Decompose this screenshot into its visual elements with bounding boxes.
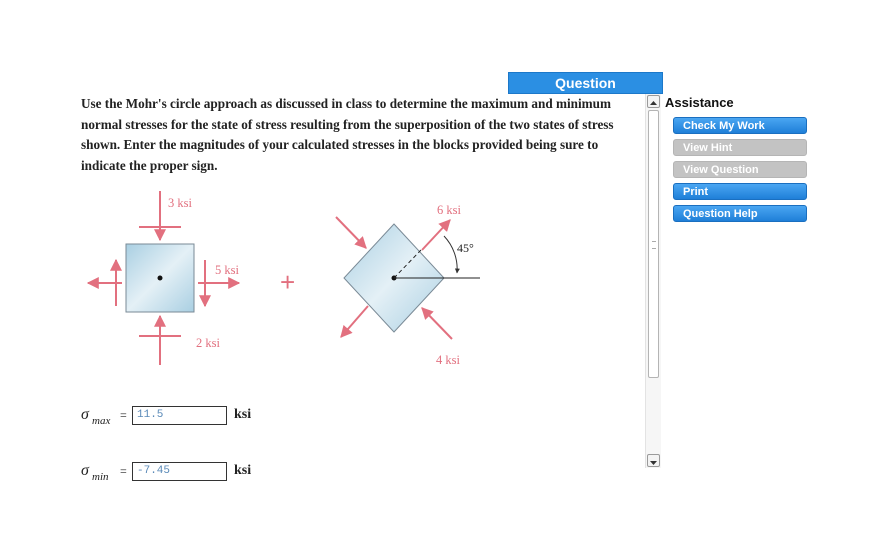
stress-diagram — [66, 190, 646, 380]
question-tab[interactable]: Question — [508, 72, 663, 94]
sigma-max-input[interactable]: 11.5 — [132, 406, 227, 425]
view-hint-button[interactable]: View Hint — [673, 139, 807, 156]
left-top-label: 3 ksi — [168, 196, 192, 210]
right-bottom-label: 4 ksi — [436, 353, 460, 367]
scroll-up-button[interactable] — [647, 95, 660, 108]
scroll-down-button[interactable] — [647, 454, 660, 467]
right-lower-right-arrow — [422, 308, 452, 339]
sigma-subscript: min — [92, 471, 109, 483]
left-bottom-label: 2 ksi — [196, 336, 220, 350]
right-top-label: 6 ksi — [437, 203, 461, 217]
question-help-button[interactable]: Question Help — [673, 205, 807, 222]
assistance-title: Assistance — [665, 95, 734, 110]
sigma-symbol: σ — [81, 462, 89, 479]
sigma-subscript: max — [92, 415, 111, 427]
arrow-up-icon — [648, 98, 659, 109]
right-upper-arrow — [422, 220, 450, 250]
sigma-symbol: σ — [81, 406, 89, 423]
view-question-button[interactable]: View Question — [673, 161, 807, 178]
question-prompt: Use the Mohr's circle approach as discussed in class to determine the maximum and minimum normal stresses for the state of stress resulting from the superposition of the two states of stress shown. Enter the magnitudes of your calculated stresses in the blocks provided being sure to indicate the proper sign. — [81, 96, 614, 173]
grip-icon — [652, 241, 656, 249]
right-stress-element — [336, 203, 480, 367]
left-stress-element — [88, 191, 239, 365]
superposition-plus-sign: + — [280, 267, 296, 297]
print-button[interactable]: Print — [673, 183, 807, 200]
angle-label: 45° — [457, 241, 474, 255]
question-content — [66, 94, 646, 483]
content-scrollbar[interactable] — [645, 94, 661, 468]
angle-arc — [444, 236, 457, 273]
arrow-down-icon — [648, 457, 659, 468]
right-upper-left-arrow — [336, 217, 366, 248]
sigma-min-unit: ksi — [234, 463, 252, 478]
sigma-max-unit: ksi — [234, 407, 252, 422]
left-right-label: 5 ksi — [215, 263, 239, 277]
check-my-work-button[interactable]: Check My Work — [673, 117, 807, 134]
sigma-min-input[interactable]: -7.45 — [132, 462, 227, 481]
equals-sign: = — [120, 408, 127, 422]
right-lower-arrow — [341, 306, 368, 337]
scroll-thumb[interactable] — [648, 110, 659, 378]
equals-sign: = — [120, 464, 127, 478]
